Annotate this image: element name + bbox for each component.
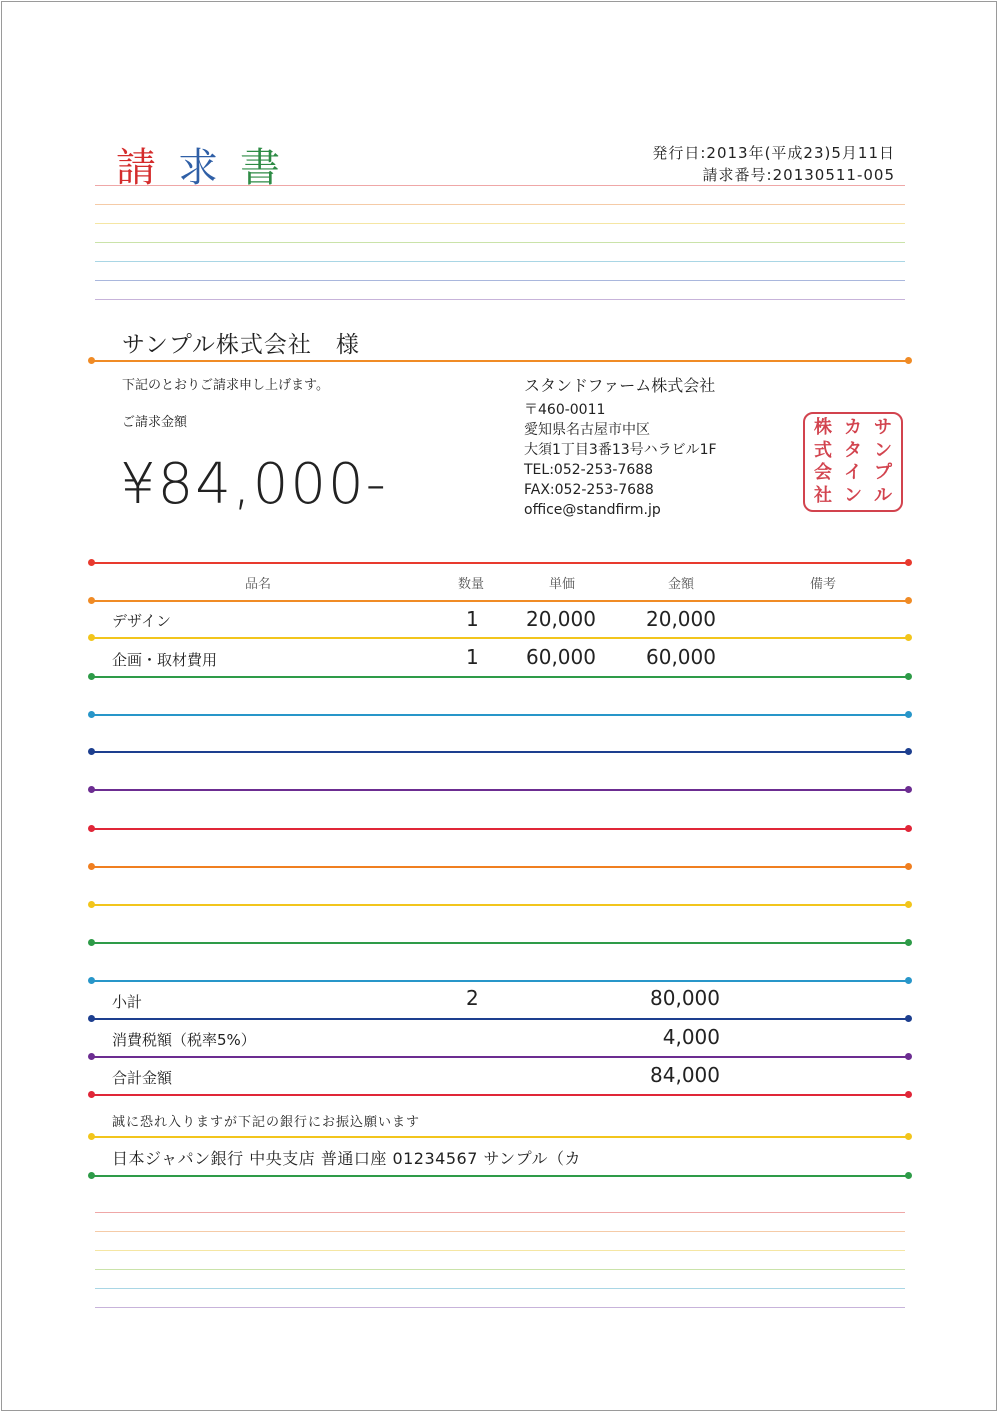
table-rule [92, 637, 908, 639]
title-char-3: 書 [240, 145, 302, 191]
header-amount: 金額 [668, 577, 695, 592]
invoice-number: 請求番号:20130511-005 [702, 166, 895, 184]
total-amount: ¥84,000- [120, 452, 388, 517]
row-1-unit: 20,000 [526, 607, 596, 631]
lead-text: 下記のとおりご請求申し上げます。 [122, 378, 329, 393]
row-2-amount: 60,000 [646, 645, 716, 669]
issuer-address [524, 400, 717, 520]
thin-rule [95, 1231, 905, 1232]
table-rule [92, 562, 908, 564]
client-rule [92, 360, 908, 362]
thin-rule [95, 1307, 905, 1308]
total-amount-row: 84,000 [650, 1063, 720, 1087]
thin-rule [95, 1212, 905, 1213]
thin-rule [95, 242, 905, 243]
header-qty: 数量 [458, 577, 485, 592]
table-rule [92, 1136, 908, 1138]
table-rule [92, 1175, 908, 1177]
table-rule [92, 600, 908, 602]
thin-rule [95, 1250, 905, 1251]
issuer-company: スタンドファーム株式会社 [524, 376, 716, 395]
company-seal-icon: サ ン プ ル カ タ イ ン 株 式 会 社 [803, 412, 903, 512]
bank-account: 日本ジャパン銀行 中央支店 普通口座 01234567 サンプル（カ [112, 1149, 582, 1168]
table-rule [92, 866, 908, 868]
issue-date: 発行日:2013年(平成23)5月11日 [652, 144, 895, 162]
header-item: 品名 [245, 577, 272, 592]
subtotal-label: 小計 [112, 993, 143, 1011]
thin-rule [95, 223, 905, 224]
payment-note: 誠に恐れ入りますが下記の銀行にお振込願います [112, 1115, 421, 1130]
title-char-2: 求 [178, 145, 240, 191]
table-rule [92, 789, 908, 791]
row-1-amount: 20,000 [646, 607, 716, 631]
thin-rule [95, 299, 905, 300]
table-rule [92, 1094, 908, 1096]
row-2-item: 企画・取材費用 [112, 651, 218, 669]
subtotal-qty: 2 [466, 986, 479, 1010]
thin-rule [95, 1269, 905, 1270]
table-rule [92, 904, 908, 906]
table-rule [92, 1018, 908, 1020]
table-rule [92, 714, 908, 716]
thin-rule [95, 280, 905, 281]
thin-rule [95, 185, 905, 186]
tax-amount: 4,000 [662, 1025, 720, 1049]
table-rule [92, 1056, 908, 1058]
thin-rule [95, 261, 905, 262]
subtotal-amount: 80,000 [650, 986, 720, 1010]
table-rule [92, 751, 908, 753]
table-rule [92, 828, 908, 830]
amount-label: ご請求金額 [122, 415, 188, 430]
table-rule [92, 676, 908, 678]
phone: TEL:052-253-7688 [524, 462, 654, 478]
postal-code: 〒460-0011 [524, 402, 606, 418]
total-label: 合計金額 [112, 1069, 173, 1087]
row-1-item: デザイン [112, 612, 171, 630]
row-2-unit: 60,000 [526, 645, 596, 669]
table-rule [92, 980, 908, 982]
header-notes: 備考 [810, 577, 837, 592]
row-2-qty: 1 [466, 645, 479, 669]
page-frame [1, 1, 997, 1411]
fax: FAX:052-253-7688 [524, 482, 654, 498]
table-rule [92, 942, 908, 944]
thin-rule [95, 1288, 905, 1289]
tax-label: 消費税額（税率5%） [112, 1031, 256, 1049]
email: office@standfirm.jp [524, 502, 661, 518]
thin-rule [95, 204, 905, 205]
issue-info [652, 142, 895, 186]
header-unit: 単価 [549, 577, 576, 592]
client-name: サンプル株式会社 様 [122, 332, 360, 358]
address-line: 大須1丁目3番13号ハラビル1F [524, 442, 717, 458]
title-char-1: 請 [116, 145, 178, 191]
row-1-qty: 1 [466, 607, 479, 631]
address-line: 愛知県名古屋市中区 [524, 422, 650, 438]
